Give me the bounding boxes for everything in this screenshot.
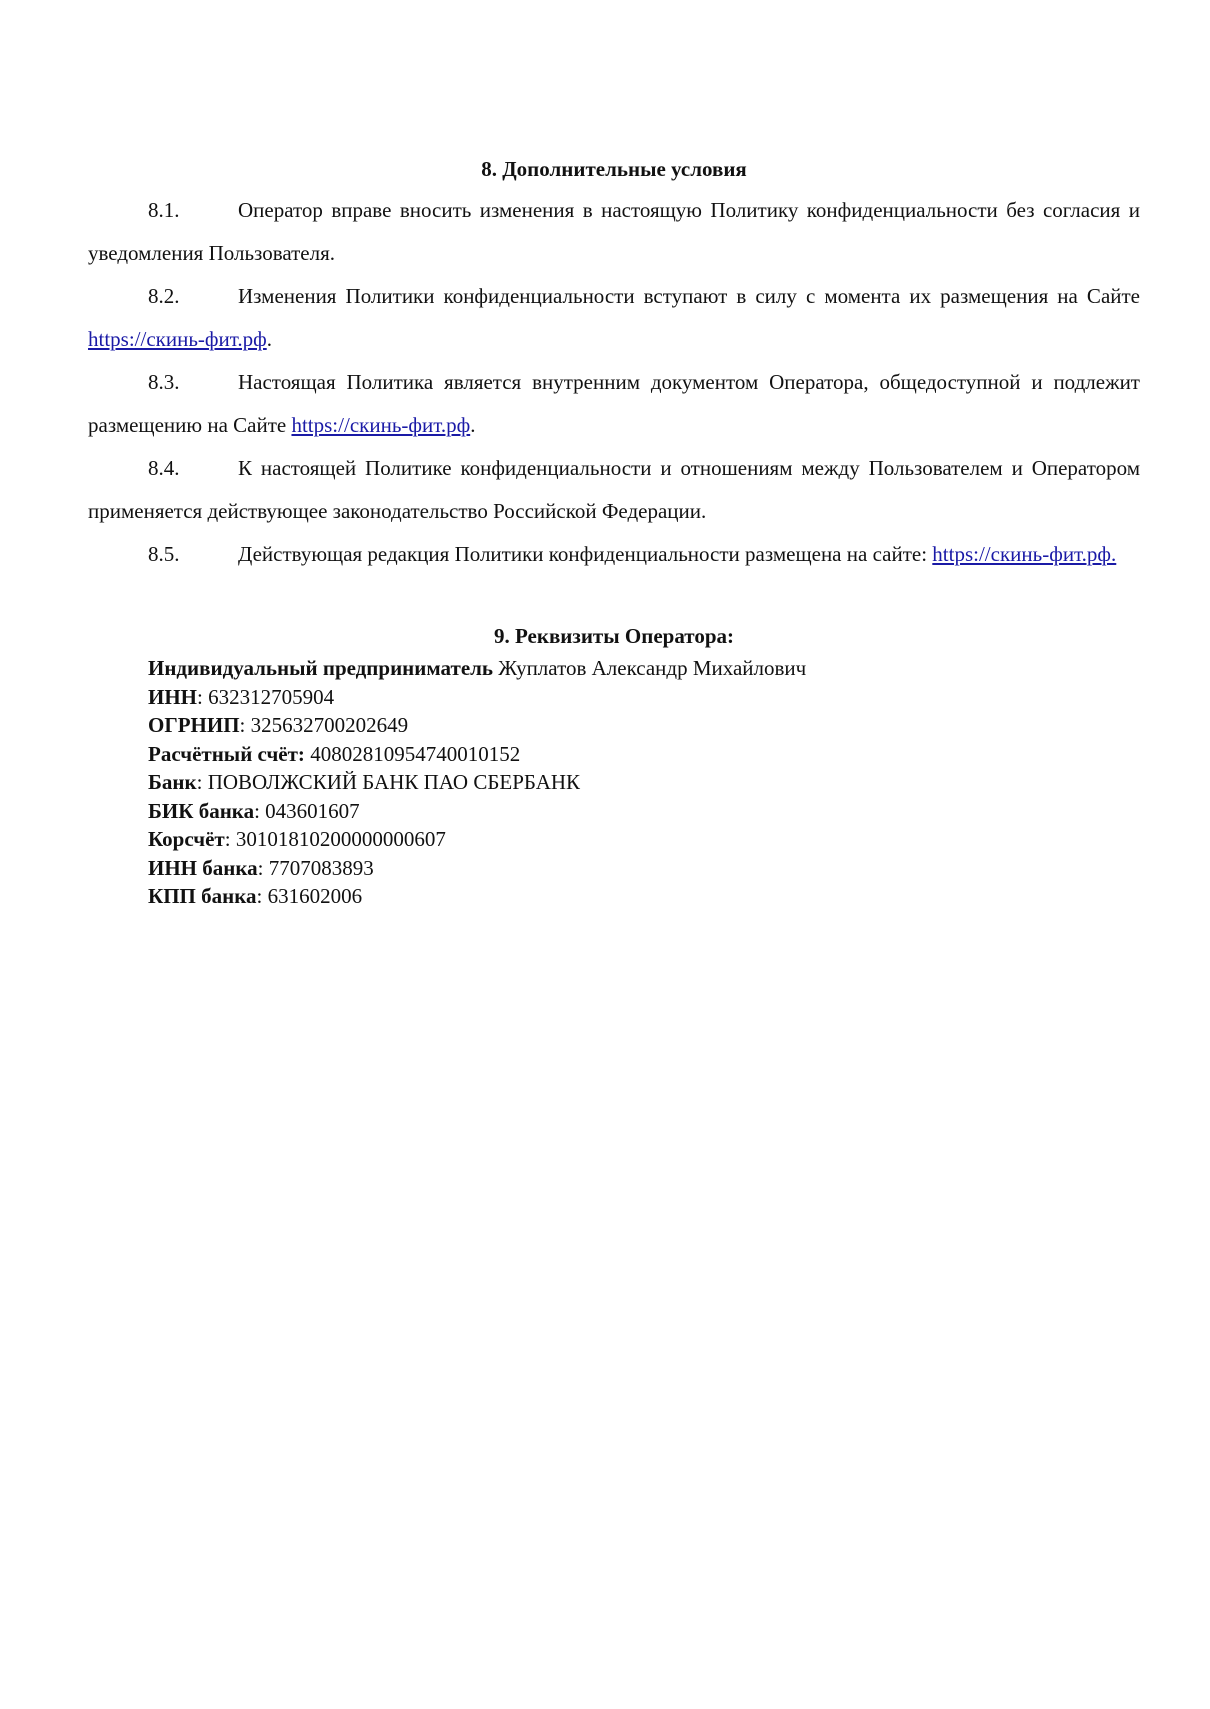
requisite-value: 7707083893 — [268, 855, 374, 880]
requisite-label: Индивидуальный предприниматель — [148, 656, 494, 680]
site-link[interactable]: https://скинь-фит.рф. — [932, 542, 1117, 566]
requisite-value: 30101810200000000607 — [235, 827, 446, 851]
requisite-label: КПП банка — [148, 884, 257, 908]
requisite-label: Корсчёт — [148, 827, 225, 851]
requisite-inn — [148, 683, 1140, 712]
requisite-separator: : — [239, 713, 251, 737]
clause-text: Оператор вправе вносить изменения в настоящую Политику конфиденциальности без согласия и уведомления Пользователя. — [88, 198, 1140, 265]
requisite-separator: : — [254, 798, 266, 823]
clause-8-1 — [88, 189, 1140, 275]
document-content — [88, 152, 1140, 911]
requisite-account — [148, 740, 1140, 769]
clause-8-5 — [88, 533, 1140, 576]
requisite-corr-account — [148, 825, 1140, 854]
requisite-label: БИК банка — [148, 798, 255, 823]
clause-8-4 — [88, 447, 1140, 533]
section-9 — [88, 619, 1140, 911]
requisite-value: 631602006 — [267, 884, 363, 908]
clause-text: Действующая редакция Политики конфиденциальности размещена на сайте: — [238, 542, 933, 566]
site-link[interactable]: https://скинь-фит.рф — [88, 327, 267, 351]
requisite-label: Расчётный счёт: — [148, 741, 305, 766]
clause-number: 8.4. — [148, 456, 180, 480]
requisite-bik — [148, 797, 1140, 826]
clause-text: Изменения Политики конфиденциальности вступают в силу с момента их размещения на Сайте — [238, 284, 1140, 308]
clause-text: К настоящей Политике конфиденциальности и отношениям между Пользователем и Оператором применяется действующее законодательство Российской Федерации. — [88, 456, 1140, 523]
requisite-value: 043601607 — [265, 798, 360, 823]
clause-number: 8.1. — [148, 198, 180, 222]
clause-number: 8.2. — [148, 284, 180, 308]
clause-number: 8.3. — [148, 370, 180, 394]
requisite-ogrnip — [148, 711, 1140, 740]
clause-text: Настоящая Политика является внутренним документом Оператора, общедоступной и подлежит размещению на Сайте — [88, 370, 1140, 437]
requisite-separator: : — [256, 884, 268, 908]
requisite-bank-kpp — [148, 882, 1140, 911]
site-link[interactable]: https://скинь-фит.рф — [291, 413, 471, 437]
clause-punctuation: . — [266, 327, 272, 351]
requisite-value: 40802810954740010152 — [310, 741, 521, 766]
clause-punctuation: . — [470, 413, 476, 437]
requisite-label: ИНН банка — [148, 855, 258, 880]
section-8-title: 8. Дополнительные условия — [481, 157, 747, 181]
requisite-value: Жуплатов Александр Михайлович — [498, 656, 807, 680]
requisite-separator: : — [257, 855, 269, 880]
section-9-title: 9. Реквизиты Оператора: — [493, 624, 734, 648]
requisite-label: ИНН — [148, 684, 198, 709]
clause-number: 8.5. — [148, 542, 180, 566]
requisite-label: Банк — [148, 770, 197, 794]
requisite-separator: : — [196, 770, 208, 794]
clause-8-2 — [88, 275, 1140, 361]
requisite-separator: : — [224, 827, 236, 851]
requisite-separator: : — [197, 684, 209, 709]
requisite-value: ПОВОЛЖСКИЙ БАНК ПАО СБЕРБАНК — [207, 770, 581, 794]
requisite-entrepreneur — [148, 654, 1140, 683]
requisite-bank — [148, 768, 1140, 797]
clause-8-3 — [88, 361, 1140, 447]
requisite-value: 325632700202649 — [250, 713, 409, 737]
requisite-bank-inn — [148, 854, 1140, 883]
requisite-value: 632312705904 — [208, 684, 335, 709]
requisite-label: ОГРНИП — [148, 713, 240, 737]
operator-requisites — [148, 654, 1140, 911]
